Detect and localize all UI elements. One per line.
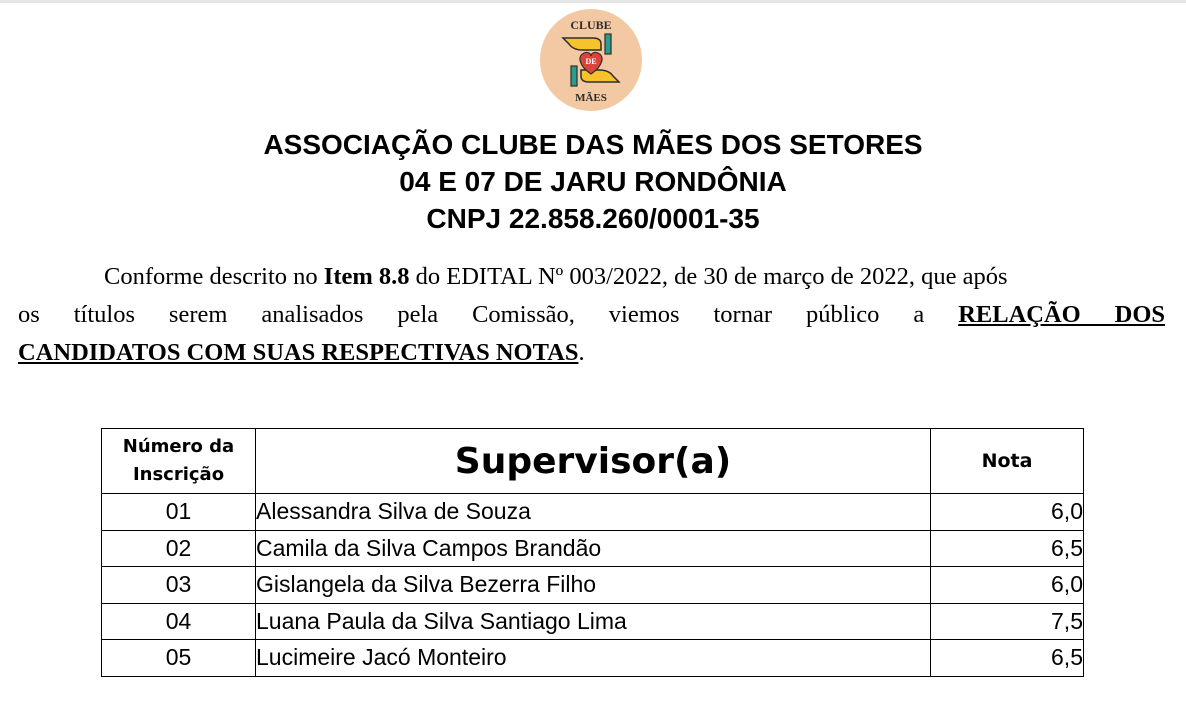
paragraph-line-2 (18, 296, 1165, 334)
logo-middle-text: DE (585, 57, 597, 66)
header-role: Supervisor(a) (256, 429, 931, 494)
paragraph-text: Conforme descrito no (104, 263, 324, 290)
paragraph-text: . (578, 339, 585, 366)
heading-line-3: CNPJ 22.858.260/0001-35 (426, 203, 760, 234)
cell-number: 04 (102, 603, 256, 640)
cell-grade: 6,0 (931, 567, 1084, 604)
header-number-line-1: Número da (122, 436, 235, 457)
table-row (102, 530, 1084, 567)
cell-number: 02 (102, 530, 256, 567)
table-row (102, 640, 1084, 677)
emphasis-text: CANDIDATOS COM SUAS RESPECTIVAS NOTAS (18, 339, 579, 366)
top-border (0, 0, 1186, 3)
paragraph-line-3 (18, 334, 1165, 372)
cell-number: 01 (102, 494, 256, 531)
table-header-row (102, 429, 1084, 494)
cell-grade: 6,0 (931, 494, 1084, 531)
logo-top-text: CLUBE (570, 18, 612, 32)
cell-name: Luana Paula da Silva Santiago Lima (256, 603, 931, 640)
header-grade: Nota (931, 429, 1084, 494)
item-reference: Item 8.8 (323, 263, 410, 290)
cuff-upper-icon (605, 34, 611, 54)
emphasis-text: RELAÇÃO DOS (958, 301, 1166, 328)
club-logo (539, 8, 643, 112)
cell-name: Lucimeire Jacó Monteiro (256, 640, 931, 677)
table-row (102, 494, 1084, 531)
intro-paragraph (18, 258, 1165, 372)
paragraph-text: do EDITAL Nº 003/2022, de 30 de março de 2022, que após (409, 263, 1008, 290)
cell-name: Gislangela da Silva Bezerra Filho (256, 567, 931, 604)
logo-bottom-text: MÃES (575, 92, 607, 104)
cell-number: 05 (102, 640, 256, 677)
paragraph-text: os títulos serem analisados pela Comissão, viemos tornar público a (18, 301, 959, 328)
cell-number: 03 (102, 567, 256, 604)
grades-table (101, 428, 1084, 677)
cell-name: Alessandra Silva de Souza (256, 494, 931, 531)
cell-grade: 6,5 (931, 530, 1084, 567)
table-row (102, 603, 1084, 640)
header-number-line-2: Inscrição (132, 464, 225, 485)
paragraph-line-1 (18, 258, 1165, 296)
cell-grade: 7,5 (931, 603, 1084, 640)
cuff-lower-icon (571, 66, 577, 86)
heading-line-2: 04 E 07 DE JARU RONDÔNIA (399, 166, 787, 197)
cell-name: Camila da Silva Campos Brandão (256, 530, 931, 567)
document-heading (0, 126, 1186, 237)
heading-line-1: ASSOCIAÇÃO CLUBE DAS MÃES DOS SETORES (263, 129, 923, 160)
table-row (102, 567, 1084, 604)
header-registration-number (102, 429, 256, 494)
cell-grade: 6,5 (931, 640, 1084, 677)
